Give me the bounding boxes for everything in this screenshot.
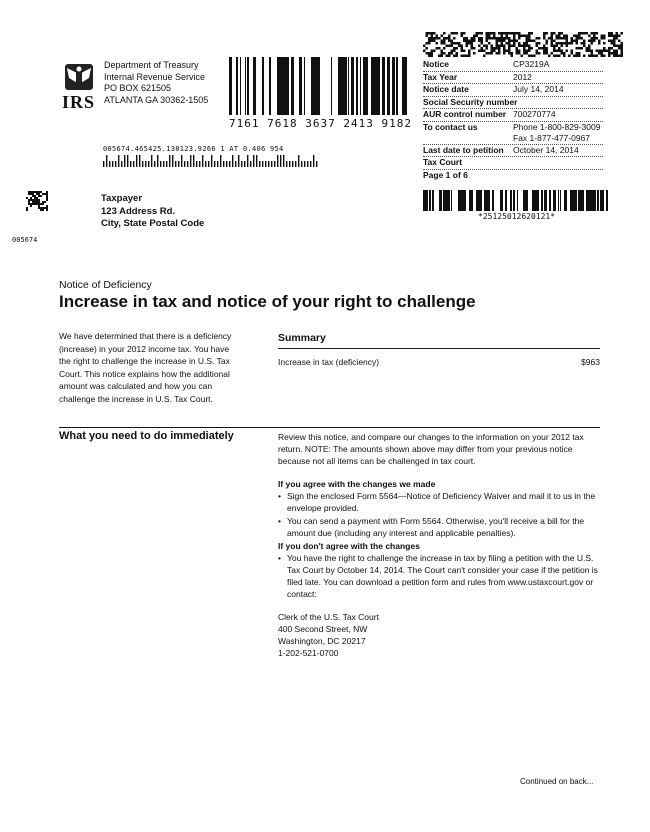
- addressee-street: 123 Address Rd.: [101, 205, 176, 217]
- addressee-block: [101, 193, 204, 231]
- agency-address: [104, 60, 208, 106]
- agency-line: Department of Treasury: [104, 60, 199, 70]
- barcode-number: 7161 7618 3637 2413 9182: [229, 117, 412, 130]
- section-divider: [59, 427, 600, 428]
- address-matrix-code: [26, 191, 48, 211]
- postnet-barcode: [103, 155, 319, 167]
- court-line: Washington, DC 20217: [278, 636, 366, 646]
- agree-heading: If you agree with the changes we made: [278, 479, 436, 489]
- summary-divider: [278, 348, 600, 349]
- agency-line: ATLANTA GA 30362-1505: [104, 94, 209, 105]
- page-title: Increase in tax and notice of your right to challenge: [59, 292, 476, 311]
- list-item: • You can send a payment with Form 5564. Otherwise, you'll receive a bill for the amount due (including any interest and applicable penalties).: [278, 515, 600, 539]
- agency-line: Internal Revenue Service: [104, 71, 206, 82]
- notice-info-table: [423, 59, 603, 181]
- tax-court-address: [278, 611, 600, 659]
- section-heading: What you need to do immediately: [59, 430, 234, 442]
- document-barcode-number: *25125012620121*: [478, 212, 556, 221]
- list-item: • You have the right to challenge the increase in tax by filing a petition with the U.S. Tax Court by October 14, 2014. The Court can't consider your case if the petition is filed late. You can download a petition form and rules from www.ustaxcourt.gov or contact:: [278, 552, 600, 600]
- info-row-notice-date: Notice date July 14, 2014: [423, 84, 603, 97]
- tracking-barcode: [229, 57, 407, 115]
- list-item: • Sign the enclosed Form 5564—Notice of Deficiency Waiver and mail it to us in the envelope provided.: [278, 490, 600, 514]
- info-row-tax-court: Tax Court: [423, 157, 603, 170]
- document-barcode: [423, 190, 610, 211]
- court-line: Clerk of the U.S. Tax Court: [278, 612, 379, 622]
- intro-paragraph: We have determined that there is a deficiency (increase) in your 2012 income tax. You have the right to challenge the increase in U.S. Tax Court. This notice explains how the additional amount was calculated and how you can challenge the increase in U.S. Tax Court.: [59, 331, 232, 404]
- instructions-body: [278, 431, 600, 659]
- address-code: 005674: [12, 236, 38, 244]
- info-row-contact: To contact us Phone 1-800-829-3009 Fax 1-877-477-0967: [423, 122, 603, 145]
- tracking-line: 005674.465425.138123.9266 1 AT 0.406 954: [103, 145, 284, 153]
- agency-line: PO BOX 621505: [104, 83, 172, 93]
- notice-type: Notice of Deficiency: [59, 279, 152, 291]
- irs-logo-text: IRS: [62, 92, 96, 112]
- addressee-name: Taxpayer: [101, 193, 143, 204]
- court-line: 400 Second Street, NW: [278, 624, 368, 634]
- info-row-petition-date: Last date to petition October 14, 2014: [423, 145, 603, 158]
- summary-label: Increase in tax (deficiency): [278, 357, 380, 367]
- agree-list: [278, 490, 600, 539]
- info-row-aur: AUR control number 700270774: [423, 109, 603, 122]
- disagree-list: [278, 552, 600, 600]
- page-indicator: Page 1 of 6: [423, 169, 468, 180]
- addressee-city: City, State Postal Code: [101, 218, 205, 229]
- court-line: 1-202-521-0700: [278, 648, 339, 658]
- instructions-intro: Review this notice, and compare our changes to the information on your 2012 tax return. NOTE: The amounts shown above may differ from your previous notice because not all items can be challenged in tax court.: [278, 432, 584, 466]
- disagree-heading: If you don't agree with the changes: [278, 541, 420, 551]
- summary-heading: Summary: [278, 332, 326, 344]
- summary-amount: $963: [581, 357, 600, 367]
- info-row-tax-year: Tax Year 2012: [423, 72, 603, 85]
- notice-2d-barcode: [423, 32, 623, 57]
- info-row-notice: Notice CP3219A: [423, 59, 603, 72]
- info-row-ssn: Social Security number: [423, 97, 603, 110]
- continued-note: Continued on back...: [520, 777, 594, 786]
